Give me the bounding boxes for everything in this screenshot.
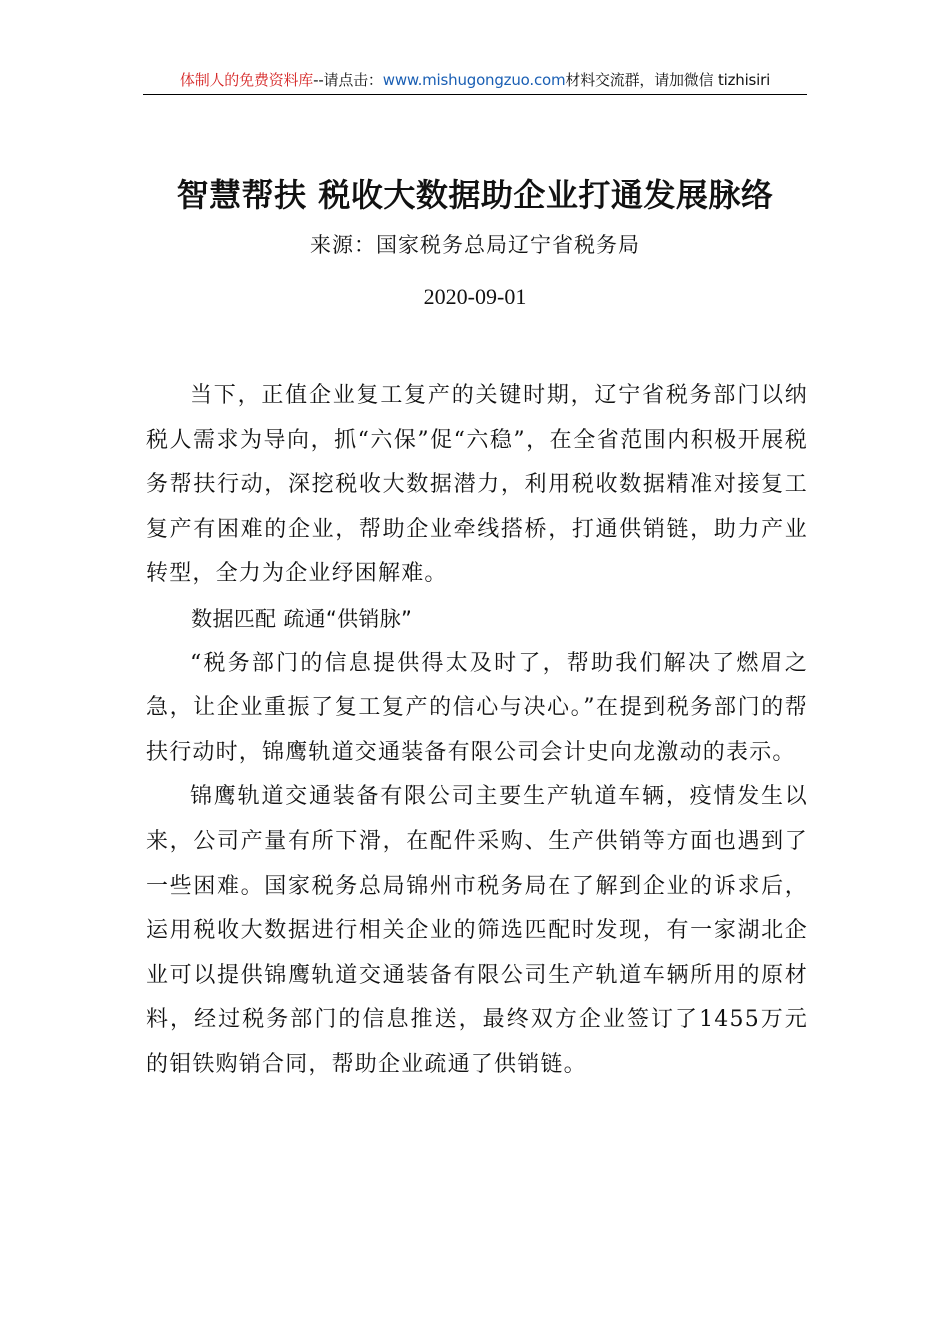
paragraph: 当下，正值企业复工复产的关键时期，辽宁省税务部门以纳税人需求为导向，抓“六保”促“六稳”，在全省范围内积极开展税务帮扶行动，深挖税收大数据潜力，利用税收数据精准对接复工复产有困难的企业，帮助企业牵线搭桥，打通供销链，助力产业转型，全力为企业纾困解难。 [146,383,808,587]
article-body [146,374,808,1088]
header-wechat-note: 材料交流群，请加微信 tizhisiri [565,71,771,89]
article-source: 来源：国家税务总局辽宁省税务局 [310,233,640,257]
header-brand: 体制人的免费资料库 [179,71,314,89]
header-url-link[interactable]: www.mishugongzuo.com [382,71,566,89]
article-title: 智慧帮扶 税收大数据助企业打通发展脉络 [176,176,774,214]
header-prompt: --请点击： [313,71,383,89]
page-header [143,68,807,95]
paragraph: “税务部门的信息提供得太及时了，帮助我们解决了燃眉之急，让企业重振了复工复产的信心与决心。”在提到税务部门的帮扶行动时，锦鹰轨道交通装备有限公司会计史向龙激动的表示。 [146,650,808,765]
section-subheading: 数据匹配 疏通“供销脉” [191,606,413,631]
article-date: 2020-09-01 [423,284,527,309]
paragraph: 锦鹰轨道交通装备有限公司主要生产轨道车辆，疫情发生以来，公司产量有所下滑，在配件采购、生产供销等方面也遇到了一些困难。国家税务总局锦州市税务局在了解到企业的诉求后，运用税收大数据进行相关企业的筛选匹配时发现，有一家湖北企业可以提供锦鹰轨道交通装备有限公司生产轨道车辆所用的原材料，经过税务部门的信息推送，最终双方企业签订了1455万元的钼铁购销合同，帮助企业疏通了供销链。 [146,784,808,1077]
